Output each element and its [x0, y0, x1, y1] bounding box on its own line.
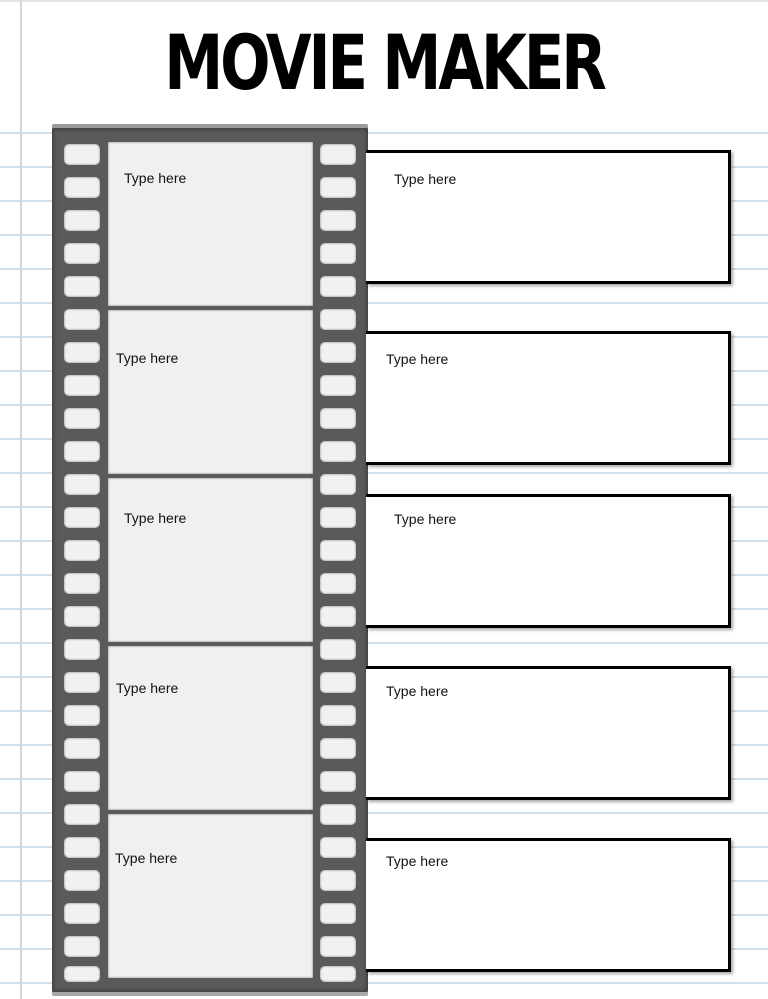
description-box-2[interactable] — [366, 331, 731, 465]
box-1-text[interactable]: Type here — [394, 171, 457, 187]
sprocket-hole — [320, 837, 356, 858]
film-frame-3[interactable] — [108, 478, 313, 642]
frame-3-text[interactable]: Type here — [124, 510, 187, 526]
sprocket-hole — [64, 936, 100, 957]
sprocket-hole — [320, 936, 356, 957]
box-4-text[interactable]: Type here — [386, 683, 449, 699]
notebook-margin-line — [20, 0, 22, 999]
sprocket-hole — [320, 606, 356, 627]
sprocket-hole — [320, 966, 356, 982]
sprocket-hole — [320, 705, 356, 726]
box-3-text[interactable]: Type here — [394, 511, 457, 527]
sprocket-hole — [64, 375, 100, 396]
right-sprocket-column — [320, 138, 358, 982]
sprocket-hole — [320, 309, 356, 330]
frame-1-text[interactable]: Type here — [124, 170, 187, 186]
sprocket-hole — [320, 804, 356, 825]
description-box-5[interactable] — [366, 838, 731, 972]
sprocket-hole — [320, 276, 356, 297]
sprocket-hole — [320, 672, 356, 693]
sprocket-hole — [320, 903, 356, 924]
sprocket-hole — [64, 243, 100, 264]
sprocket-hole — [64, 966, 100, 982]
box-2-text[interactable]: Type here — [386, 351, 449, 367]
sprocket-hole — [64, 540, 100, 561]
sprocket-hole — [64, 276, 100, 297]
sprocket-hole — [64, 342, 100, 363]
sprocket-hole — [64, 903, 100, 924]
sprocket-hole — [320, 177, 356, 198]
sprocket-hole — [64, 804, 100, 825]
sprocket-hole — [320, 507, 356, 528]
sprocket-hole — [64, 639, 100, 660]
sprocket-hole — [64, 507, 100, 528]
sprocket-hole — [320, 474, 356, 495]
sprocket-hole — [320, 573, 356, 594]
sprocket-hole — [320, 870, 356, 891]
sprocket-hole — [64, 441, 100, 462]
frame-5-text[interactable]: Type here — [115, 850, 178, 866]
sprocket-hole — [320, 639, 356, 660]
sprocket-hole — [320, 210, 356, 231]
sprocket-hole — [320, 144, 356, 165]
sprocket-hole — [320, 375, 356, 396]
film-strip — [52, 128, 368, 992]
sprocket-hole — [64, 870, 100, 891]
page-title: MOVIE MAKER — [164, 18, 604, 107]
sprocket-hole — [64, 837, 100, 858]
box-5-text[interactable]: Type here — [386, 853, 449, 869]
film-frame-2[interactable] — [108, 310, 313, 474]
film-frame-5[interactable] — [108, 814, 313, 978]
sprocket-hole — [64, 210, 100, 231]
sprocket-hole — [64, 771, 100, 792]
left-sprocket-column — [64, 138, 102, 982]
sprocket-hole — [320, 441, 356, 462]
sprocket-hole — [64, 738, 100, 759]
sprocket-hole — [64, 573, 100, 594]
sprocket-hole — [320, 243, 356, 264]
sprocket-hole — [320, 738, 356, 759]
sprocket-hole — [64, 705, 100, 726]
page-top-border — [0, 0, 768, 2]
sprocket-hole — [64, 606, 100, 627]
sprocket-hole — [320, 408, 356, 429]
sprocket-hole — [320, 342, 356, 363]
sprocket-hole — [64, 144, 100, 165]
sprocket-hole — [64, 177, 100, 198]
sprocket-hole — [64, 672, 100, 693]
description-box-3[interactable] — [366, 494, 731, 628]
frame-4-text[interactable]: Type here — [116, 680, 179, 696]
sprocket-hole — [64, 474, 100, 495]
sprocket-hole — [320, 771, 356, 792]
description-box-4[interactable] — [366, 666, 731, 800]
sprocket-hole — [64, 309, 100, 330]
frame-2-text[interactable]: Type here — [116, 350, 179, 366]
film-frame-1[interactable] — [108, 142, 313, 306]
description-box-1[interactable] — [366, 150, 731, 284]
sprocket-hole — [320, 540, 356, 561]
film-frame-4[interactable] — [108, 646, 313, 810]
sprocket-hole — [64, 408, 100, 429]
